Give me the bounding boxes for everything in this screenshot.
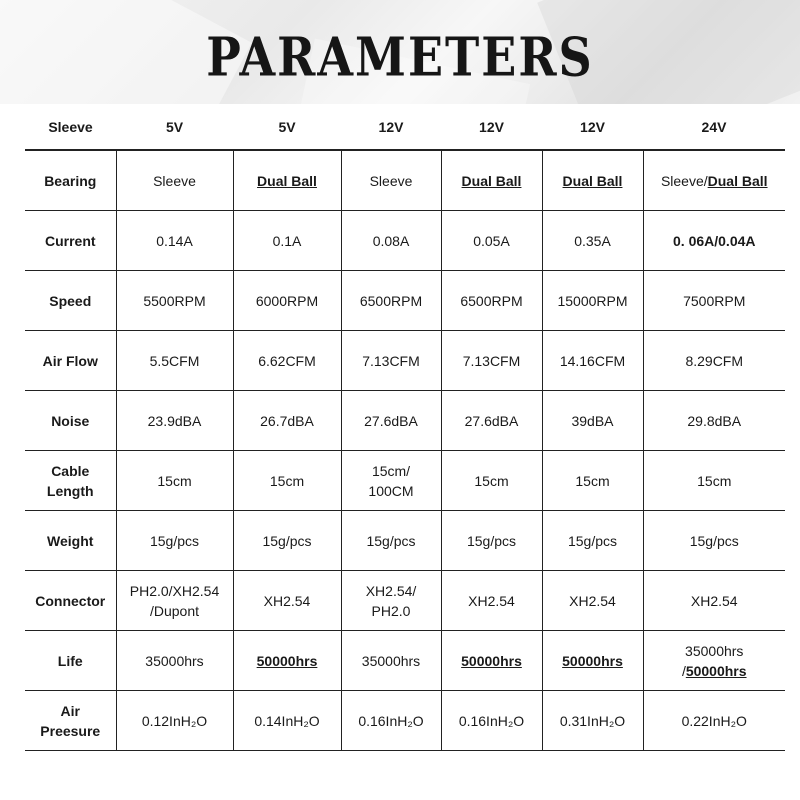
cell-value: 6500RPM xyxy=(359,292,423,309)
table-cell xyxy=(233,691,341,751)
cell-value: XH2.54 xyxy=(690,592,738,609)
column-header: 5V xyxy=(116,105,233,150)
cell-value: 7.13CFM xyxy=(462,352,521,369)
cell-value: 15g/pcs xyxy=(689,532,739,549)
cell-value: 5.5CFM xyxy=(149,352,200,369)
table-cell xyxy=(116,451,233,511)
cell-value: XH2.54/ xyxy=(365,582,417,599)
table-cell xyxy=(643,150,785,211)
column-header: 24V xyxy=(643,105,785,150)
cell-value: 8.29CFM xyxy=(685,352,744,369)
row-label xyxy=(25,150,116,211)
table-cell xyxy=(441,211,542,271)
table-cell xyxy=(233,271,341,331)
table-cell xyxy=(116,331,233,391)
cell-value: 0.14A xyxy=(156,232,193,249)
table-cell xyxy=(233,150,341,211)
cell-value: 23.9dBA xyxy=(147,412,202,429)
row-label xyxy=(25,451,116,511)
table-cell xyxy=(116,211,233,271)
table-cell xyxy=(233,391,341,451)
cell-value: 0.1A xyxy=(272,232,302,249)
row-label-text: Preesure xyxy=(40,722,101,739)
table-cell xyxy=(116,511,233,571)
cell-value: 15000RPM xyxy=(557,292,628,309)
table-cell xyxy=(116,271,233,331)
table-cell xyxy=(441,631,542,691)
table-cell xyxy=(233,511,341,571)
table-row xyxy=(25,331,785,391)
table-cell xyxy=(233,631,341,691)
cell-value: 0.22InH₂O xyxy=(681,712,747,729)
row-label-text: Bearing xyxy=(44,172,97,189)
table-cell xyxy=(643,391,785,451)
cell-value: 6000RPM xyxy=(255,292,319,309)
cell-value: 0.35A xyxy=(574,232,611,249)
row-label-text: Weight xyxy=(47,532,94,549)
table-cell xyxy=(542,331,643,391)
row-label-text: Cable xyxy=(51,462,90,479)
table-row xyxy=(25,691,785,751)
highlighted-value: Dual Ball xyxy=(257,172,317,189)
cell-value: 15cm xyxy=(575,472,610,489)
table-cell xyxy=(341,571,441,631)
cell-value: 15cm xyxy=(157,472,192,489)
row-label-text: Current xyxy=(44,232,96,249)
cell-value: PH2.0/XH2.54 xyxy=(129,582,220,599)
column-header: 12V xyxy=(441,105,542,150)
table-cell xyxy=(233,451,341,511)
column-header: Sleeve xyxy=(25,105,116,150)
highlighted-value: Dual Ball xyxy=(461,172,522,189)
cell-value: 15cm xyxy=(474,472,509,489)
cell-value: 7.13CFM xyxy=(362,352,420,369)
table-cell xyxy=(341,271,441,331)
table-cell xyxy=(116,691,233,751)
row-label-text: Speed xyxy=(49,292,92,309)
highlighted-value: Dual Ball xyxy=(707,172,768,189)
cell-value: 0. 06A/0.04A xyxy=(673,232,756,249)
highlighted-value: Dual Ball xyxy=(562,172,623,189)
cell-value: 35000hrs xyxy=(685,642,744,659)
table-cell xyxy=(542,511,643,571)
table-row xyxy=(25,571,785,631)
cell-value: 29.8dBA xyxy=(687,412,742,429)
cell-value: 15g/pcs xyxy=(466,532,517,549)
table-cell xyxy=(341,331,441,391)
table-cell xyxy=(233,331,341,391)
cell-value: 27.6dBA xyxy=(364,412,418,429)
table-row xyxy=(25,631,785,691)
cell-value: PH2.0 xyxy=(371,602,411,619)
cell-value: 15cm xyxy=(697,472,732,489)
table-cell xyxy=(441,571,542,631)
table-row xyxy=(25,211,785,271)
table-cell xyxy=(441,331,542,391)
cell-value: 6500RPM xyxy=(460,292,523,309)
cell-value: 0.08A xyxy=(372,232,410,249)
cell-value: 35000hrs xyxy=(361,652,421,669)
table-cell xyxy=(441,271,542,331)
table-cell xyxy=(643,511,785,571)
highlighted-value: 50000hrs xyxy=(256,652,318,669)
row-label-text: Air xyxy=(60,702,80,719)
parameters-table xyxy=(25,105,785,751)
cell-value: 15g/pcs xyxy=(262,532,312,549)
cell-value: 15cm/ xyxy=(371,462,411,479)
table-cell xyxy=(643,451,785,511)
cell-value: Sleeve xyxy=(369,172,413,189)
table-cell xyxy=(542,391,643,451)
row-label xyxy=(25,631,116,691)
table-cell xyxy=(441,150,542,211)
row-label-text: Noise xyxy=(51,412,90,429)
row-label xyxy=(25,511,116,571)
cell-value: XH2.54 xyxy=(263,592,311,609)
cell-value: 15cm xyxy=(269,472,305,489)
table-cell xyxy=(116,571,233,631)
page-title: PARAMETERS xyxy=(206,25,594,89)
table-cell xyxy=(643,571,785,631)
row-label xyxy=(25,571,116,631)
table-cell xyxy=(341,451,441,511)
row-label-text: Length xyxy=(46,482,94,499)
cell-value: 0.12InH₂O xyxy=(141,712,208,729)
cell-value: 15g/pcs xyxy=(567,532,618,549)
row-label xyxy=(25,271,116,331)
table-row xyxy=(25,271,785,331)
cell-value: / xyxy=(681,662,686,679)
table-cell xyxy=(341,391,441,451)
highlighted-value: 50000hrs xyxy=(461,652,522,669)
column-header: 12V xyxy=(542,105,643,150)
cell-value: 0.05A xyxy=(473,232,510,249)
cell-value: 0.16InH₂O xyxy=(358,712,424,729)
table-cell xyxy=(341,691,441,751)
row-label-text: Air Flow xyxy=(42,352,98,369)
row-label-text: Connector xyxy=(35,592,106,609)
cell-value: 0.31InH₂O xyxy=(559,712,626,729)
table-cell xyxy=(233,211,341,271)
cell-value: 0.14InH₂O xyxy=(254,712,320,729)
table-cell xyxy=(542,691,643,751)
table-cell xyxy=(341,511,441,571)
column-header: 12V xyxy=(341,105,441,150)
cell-value: 27.6dBA xyxy=(464,412,519,429)
table-cell xyxy=(116,150,233,211)
cell-value: 5500RPM xyxy=(143,292,206,309)
cell-value: XH2.54 xyxy=(468,592,515,609)
row-label-text: Life xyxy=(57,652,83,669)
table-cell xyxy=(116,631,233,691)
header-row xyxy=(25,105,785,150)
table-cell xyxy=(542,631,643,691)
table-row xyxy=(25,511,785,571)
cell-value: 14.16CFM xyxy=(559,352,626,369)
cell-value: Sleeve/ xyxy=(660,172,708,189)
table-cell xyxy=(643,271,785,331)
table-cell xyxy=(643,211,785,271)
cell-value: 6.62CFM xyxy=(258,352,316,369)
cell-value: 7500RPM xyxy=(683,292,746,309)
table-cell xyxy=(341,631,441,691)
table-cell xyxy=(542,451,643,511)
cell-value: 100CM xyxy=(368,482,414,499)
table-cell xyxy=(542,150,643,211)
header-banner xyxy=(0,0,800,104)
cell-value: /Dupont xyxy=(149,602,200,619)
highlighted-value: 50000hrs xyxy=(562,652,623,669)
table-cell xyxy=(341,211,441,271)
column-header: 5V xyxy=(233,105,341,150)
table-row xyxy=(25,150,785,211)
table-cell xyxy=(643,691,785,751)
table-cell xyxy=(542,271,643,331)
highlighted-value: 50000hrs xyxy=(685,662,747,679)
table-cell xyxy=(542,571,643,631)
cell-value: 35000hrs xyxy=(145,652,204,669)
cell-value: 15g/pcs xyxy=(149,532,200,549)
table-cell xyxy=(441,391,542,451)
cell-value: 0.16InH₂O xyxy=(458,712,525,729)
table-cell xyxy=(441,451,542,511)
table-cell xyxy=(116,391,233,451)
table-cell xyxy=(233,571,341,631)
row-label xyxy=(25,211,116,271)
table-cell xyxy=(643,331,785,391)
cell-value: Sleeve xyxy=(153,172,196,189)
cell-value: 26.7dBA xyxy=(260,412,314,429)
table-row xyxy=(25,391,785,451)
cell-value: XH2.54 xyxy=(569,592,616,609)
row-label xyxy=(25,391,116,451)
table-cell xyxy=(441,511,542,571)
row-label xyxy=(25,691,116,751)
table-row xyxy=(25,451,785,511)
row-label xyxy=(25,331,116,391)
table-cell xyxy=(441,691,542,751)
table-cell xyxy=(542,211,643,271)
table-body xyxy=(25,105,785,751)
table-cell xyxy=(643,631,785,691)
table-cell xyxy=(341,150,441,211)
cell-value: 39dBA xyxy=(571,412,614,429)
cell-value: 15g/pcs xyxy=(366,532,416,549)
